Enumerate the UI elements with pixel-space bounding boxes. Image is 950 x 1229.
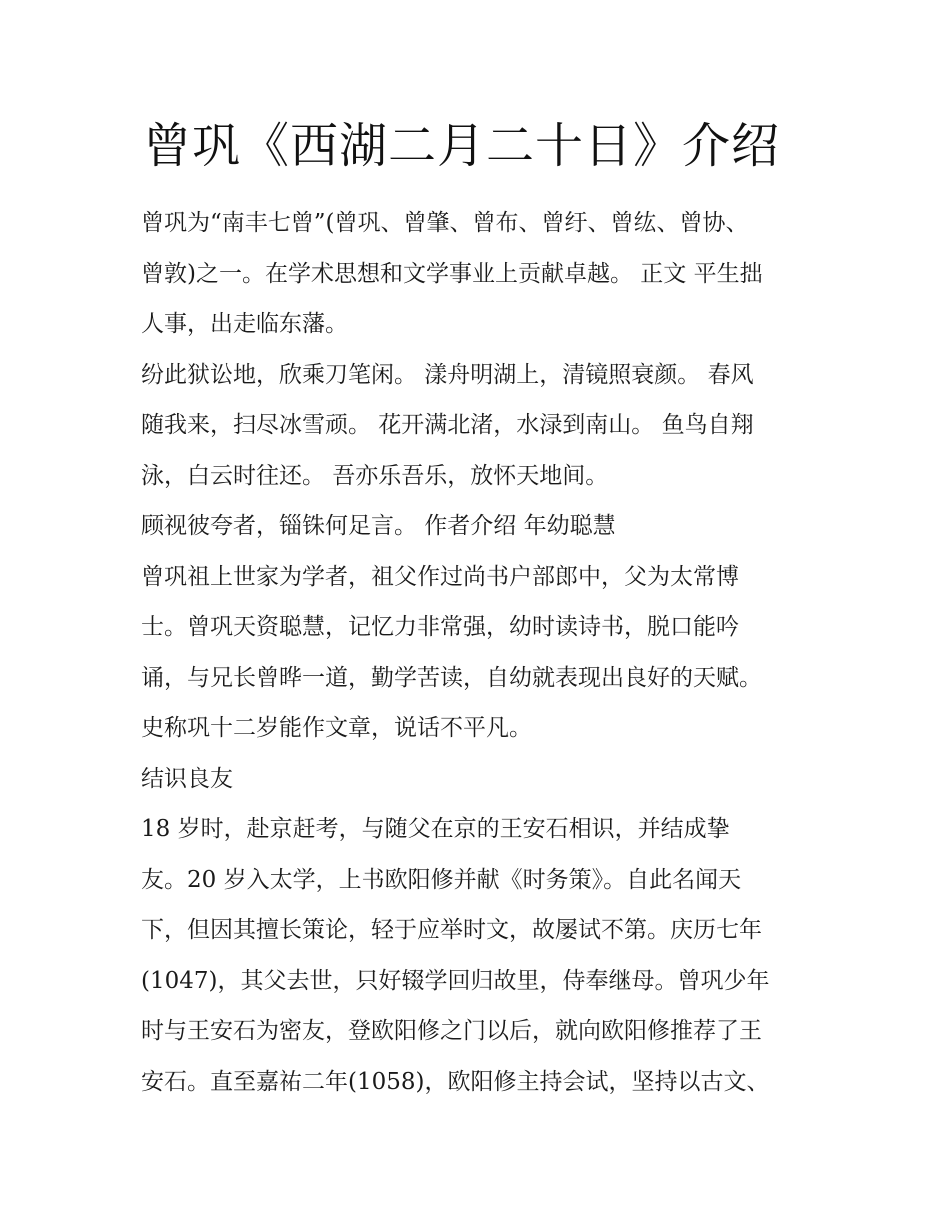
text-line: 顾视彼夸者，锱铢何足言。 作者介绍 年幼聪慧 xyxy=(141,513,616,539)
text-line: 史称巩十二岁能作文章，说话不平凡。 xyxy=(141,715,532,741)
text-line: 时与王安石为密友，登欧阳修之门以后，就向欧阳修推荐了王 xyxy=(141,1018,762,1044)
text-line: 曾巩祖上世家为学者，祖父作过尚书户部郎中，父为太常博 xyxy=(141,564,739,590)
text-line: 随我来，扫尽冰雪顽。 花开满北渚，水渌到南山。 鱼鸟自翔 xyxy=(141,412,754,438)
text-line: 安石。直至嘉祐二年(1058)，欧阳修主持会试，坚持以古文、 xyxy=(141,1069,770,1095)
text-line: 泳，白云时往还。 吾亦乐吾乐，放怀天地间。 xyxy=(141,463,609,489)
text-line: 18 岁时，赴京赶考，与随父在京的王安石相识，并结成挚 xyxy=(141,816,730,842)
text-line: 曾巩为“南丰七曾”(曾巩、曾肇、曾布、曾纡、曾纮、曾协、 xyxy=(141,210,749,236)
text-line: 纷此狱讼地，欣乘刀笔闲。 漾舟明湖上，清镜照衰颜。 春风 xyxy=(141,362,754,388)
text-line: (1047)，其父去世，只好辍学回归故里，侍奉继母。曾巩少年 xyxy=(141,968,770,994)
text-line: 诵，与兄长曾晔一道，勤学苦读，自幼就表现出良好的天赋。 xyxy=(141,665,762,691)
text-line: 人事，出走临东藩。 xyxy=(141,311,348,337)
text-line: 下，但因其擅长策论，轻于应举时文，故屡试不第。庆历七年 xyxy=(141,917,762,943)
document-title: 曾巩《西湖二月二十日》介绍 xyxy=(143,118,781,174)
text-line: 友。20 岁入太学，上书欧阳修并献《时务策》。自此名闻天 xyxy=(141,867,742,893)
text-line: 曾敦)之一。在学术思想和文学事业上贡献卓越。 正文 平生拙 xyxy=(141,261,763,287)
section-heading: 结识良友 xyxy=(141,766,233,792)
text-line: 士。曾巩天资聪慧，记忆力非常强，幼时读诗书，脱口能吟 xyxy=(141,614,739,640)
